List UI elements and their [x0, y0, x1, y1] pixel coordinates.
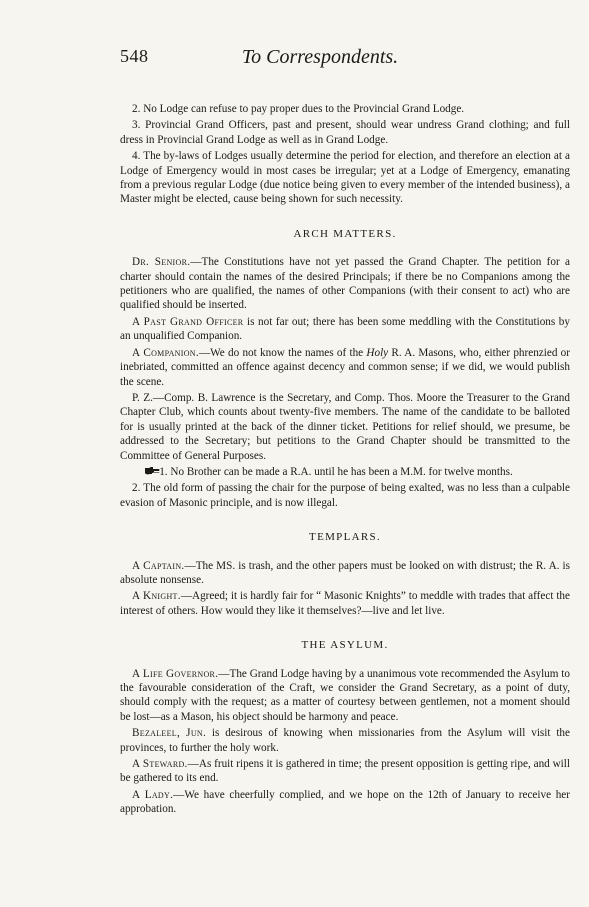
correspondent-name: A Life Governor.	[132, 667, 219, 680]
paragraph-bezaleel	[120, 726, 570, 755]
correspondent-name: A Knight.	[132, 590, 181, 603]
running-title: To Correspondents.	[241, 46, 399, 68]
section-heading-templars: TEMPLARS.	[309, 531, 381, 544]
correspondent-name: A Lady.	[132, 788, 174, 801]
reply-text: —We do not know the names of the	[198, 346, 367, 359]
page-body	[120, 102, 570, 819]
paragraph-rule-1	[120, 465, 570, 479]
correspondent-name: Dr. Senior.	[132, 256, 191, 269]
reply-text: —The Constitutions have not yet passed the Grand Chapter. The petition for a charter should contain the names of the desired Principals; if there be no Companions among the petitioners who are qualified, the names of other Companions (with their consent to act) who are qualified should be inserted.	[120, 256, 570, 312]
correspondent-name: A Companion.	[132, 346, 199, 359]
section-heading-arch-matters: ARCH MATTERS.	[293, 227, 397, 240]
page-number: 548	[120, 46, 149, 66]
page-header	[120, 46, 520, 76]
reply-text: —The Grand Lodge having by a unanimous vote recommended the Asylum to the favourable consideration of the Craft, we consider the Grand Secretary, as a point of duty, should comply with the request; as a matter of courtesy between gentlemen, not a moment should be lost—as a Mason, his object should be harmony and peace.	[120, 667, 570, 723]
paragraph-lady	[120, 788, 570, 817]
paragraph-pz: P. Z.—Comp. B. Lawrence is the Secretary, and Comp. Thos. Moore the Treasurer to the Grand Chapter Club, which counts about twenty-five members. The name of the candidate to be balloted for is usually printed at the back of the dinner ticket. Petitions for relief should, we presume, be addressed to the Secretary; but petitions to the Grand Chapter should be transmitted to the Committee of General Purposes.	[120, 391, 570, 462]
correspondent-name: A Captain.	[132, 559, 185, 572]
correspondent-name: A Steward.	[132, 758, 188, 771]
reply-text: —As fruit ripens it is gathered in time; the present opposition is getting ripe, and will be gathered to its end.	[120, 758, 571, 785]
paragraph-rule-2: 2. No Lodge can refuse to pay proper dues to the Provincial Grand Lodge.	[132, 103, 465, 115]
paragraph-past-grand-officer	[120, 315, 570, 344]
paragraph-captain	[120, 559, 570, 588]
paragraph-steward	[120, 757, 570, 786]
paragraph-knight	[120, 589, 570, 618]
paragraph-rule-3: 3. Provincial Grand Officers, past and present, should wear undress Grand clothing; and full dress in Provincial Grand Lodge as well as in Grand Lodge.	[120, 119, 570, 146]
reply-text: R. A. Masons, who, either phrenzied or inebriated, committed an offence against decency and common sense; if we did, we would publish the scene.	[120, 346, 570, 388]
paragraph-rule-2-chair: 2. The old form of passing the chair for the purpose of being exalted, was no less than a culpable evasion of Masonic principle, and is now illegal.	[120, 482, 570, 509]
reply-text: —The MS. is trash, and the other papers must be looked on with distrust; the R. A. is absolute nonsense.	[120, 559, 570, 586]
reply-text: is desirous of knowing when missionaries from the Asylum will visit the provinces, to further the holy work.	[120, 727, 570, 754]
paragraph-life-governor	[120, 667, 570, 725]
italic-word: Holy	[366, 346, 389, 359]
correspondent-name: Bezaleel, Jun.	[132, 727, 207, 740]
paragraph-rule-4: 4. The by-laws of Lodges usually determine the period for election, and therefore an election at a Lodge of Emergency would in most cases be irregular; yet at a Lodge of Emergency, emanating from a previous regular Lodge (due notice being given to every member of the intended business), a Master might be elected, cause being shown for such necessity.	[120, 150, 570, 206]
section-heading-asylum: THE ASYLUM.	[301, 639, 389, 652]
reply-text: —1. No Brother can be made a R.A. until he has been a M.M. for twelve months.	[148, 465, 513, 478]
reply-text: —We have cheerfully complied, and we hope on the 12th of January to receive her approbation.	[120, 788, 570, 816]
reply-text: is not far out; there has been some meddling with the Constitutions by an unqualified Companion.	[120, 315, 570, 343]
pointing-hand-icon	[132, 466, 148, 476]
paragraph-dr-senior	[120, 255, 570, 313]
paragraph-companion	[120, 346, 570, 389]
reply-text: —Agreed; it is hardly fair for “ Masonic Knights” to meddle with trades that affect the interest of others. How would they like it themselves?—live and let live.	[120, 590, 570, 617]
correspondent-name: A Past Grand Officer	[132, 315, 244, 328]
